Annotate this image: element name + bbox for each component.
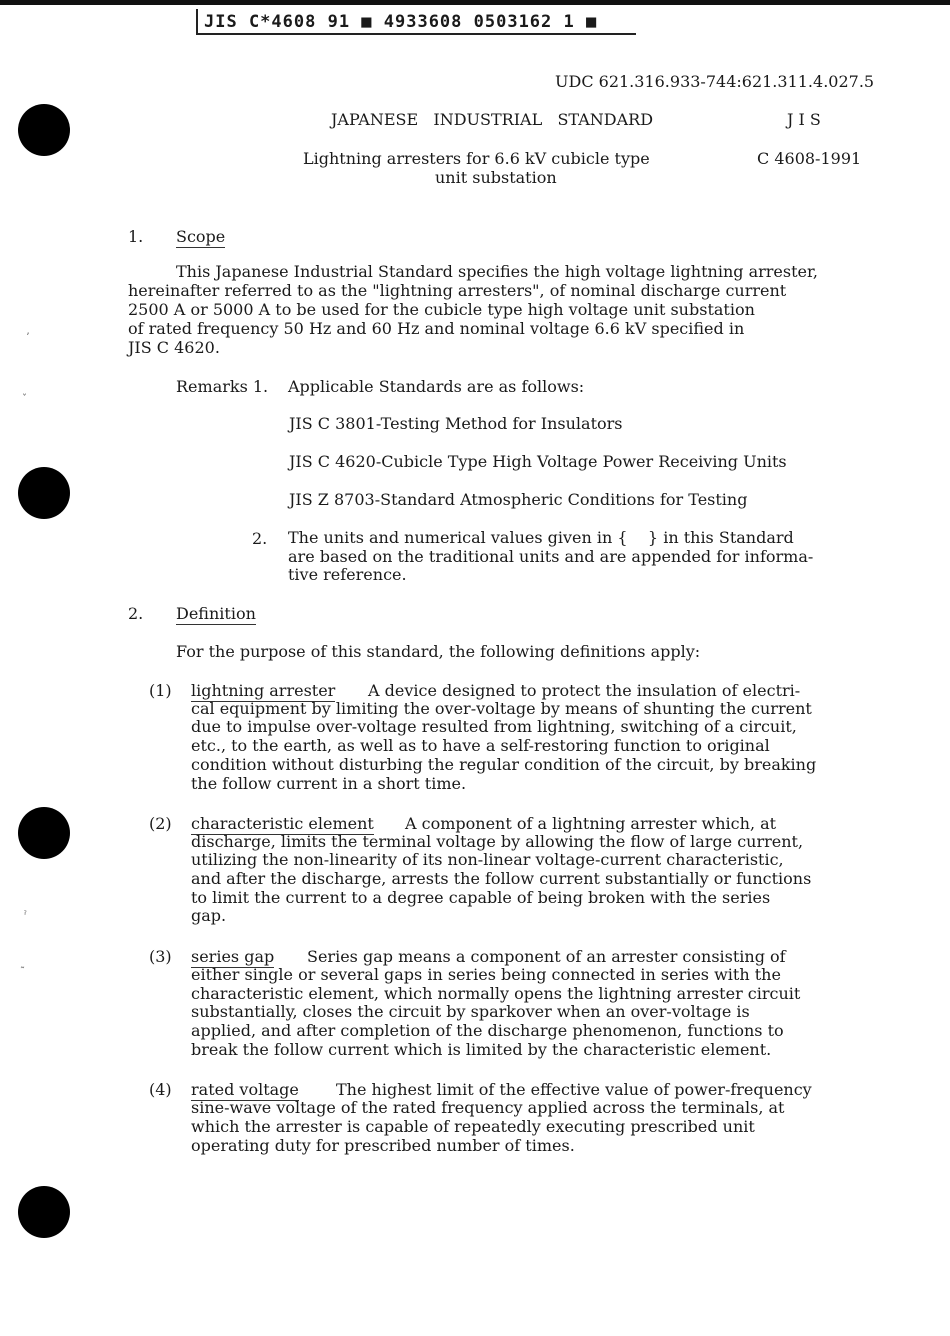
definition-3-number: (3)	[149, 947, 172, 966]
definition-3-first-line: Series gap means a component of an arrester consisting of	[307, 947, 786, 966]
remark-1-text: Applicable Standards are as follows:	[288, 377, 585, 396]
standard-ref-2: JIS C 4620-Cubicle Type High Voltage Power Receiving Units	[289, 452, 787, 471]
definition-1-term: lightning arrester	[191, 681, 336, 700]
punch-hole-4	[18, 1186, 70, 1238]
definition-2-line-3: utilizing the non-linearity of its non-linear voltage-current characteristic,	[191, 850, 784, 869]
definition-2-line-4: and after the discharge, arrests the follow current substantially or functions	[191, 869, 812, 888]
punch-hole-3	[18, 807, 70, 859]
punch-hole-1	[18, 104, 70, 156]
section-1-number: 1.	[128, 227, 144, 246]
punch-hole-2	[18, 467, 70, 519]
remark-2-number: 2.	[252, 529, 268, 548]
scan-speck: ˇ	[22, 394, 27, 405]
scope-line-3: 2500 A or 5000 A to be used for the cubicle type high voltage unit substation	[128, 300, 755, 319]
definition-2-first-line: A component of a lightning arrester which, at	[405, 814, 777, 833]
definition-1-number: (1)	[149, 681, 172, 700]
remark-2-line-2: are based on the traditional units and are appended for informa-	[288, 547, 814, 566]
definition-4-line-2: sine-wave voltage of the rated frequency applied across the terminals, at	[191, 1098, 785, 1117]
definition-4-line-3: which the arrester is capable of repeatedly executing prescribed unit	[191, 1117, 755, 1136]
definition-3-line-6: break the follow current which is limited by the characteristic element.	[191, 1040, 772, 1059]
scope-line-4: of rated frequency 50 Hz and 60 Hz and nominal voltage 6.6 kV specified in	[128, 319, 745, 338]
definition-1-first-line: A device designed to protect the insulation of electri-	[368, 681, 801, 700]
section-1-heading: Scope	[176, 227, 226, 246]
definition-2-term: characteristic element	[191, 814, 374, 833]
definition-4-term: rated voltage	[191, 1080, 299, 1099]
scope-line-2: hereinafter referred to as the "lightning arresters", of nominal discharge current	[128, 281, 787, 300]
title-line-1: Lightning arresters for 6.6 kV cubicle type	[303, 149, 650, 168]
remark-2-line-3: tive reference.	[288, 565, 407, 584]
jis-mark: J I S	[787, 110, 821, 129]
remark-2-line-1: The units and numerical values given in { } in this Standard	[288, 528, 794, 547]
definition-intro: For the purpose of this standard, the following definitions apply:	[176, 642, 701, 661]
definition-1-line-4: etc., to the earth, as well as to have a self-restoring function to original	[191, 736, 770, 755]
scan-speck: ˀ	[24, 910, 27, 921]
definition-2-line-2: discharge, limits the terminal voltage by allowing the flow of large current,	[191, 832, 804, 851]
definition-4-first-line: The highest limit of the effective value of power-frequency	[336, 1080, 812, 1099]
definition-1-line-2: cal equipment by limiting the over-voltage by means of shunting the current	[191, 699, 812, 718]
scan-speck: ˷	[20, 958, 25, 969]
title-line-2: unit substation	[435, 168, 557, 187]
definition-3-term: series gap	[191, 947, 275, 966]
definition-1-line-3: due to impulse over-voltage resulted from lightning, switching of a circuit,	[191, 717, 797, 736]
section-2-heading: Definition	[176, 604, 256, 623]
standard-name: JAPANESE INDUSTRIAL STANDARD	[331, 110, 654, 129]
scan-speck: ʼ	[26, 332, 30, 343]
standard-ref-1: JIS C 3801-Testing Method for Insulators	[289, 414, 623, 433]
definition-2-line-5: to limit the current to a degree capable of being broken with the series	[191, 888, 771, 907]
standard-code: C 4608-1991	[757, 149, 862, 168]
remarks-label: Remarks 1.	[176, 377, 269, 396]
definition-2-line-6: gap.	[191, 906, 227, 925]
definition-3-line-3: characteristic element, which normally opens the lightning arrester circuit	[191, 984, 801, 1003]
document-id-stamp: JIS C*4608 91 ■ 4933608 0503162 1 ■	[196, 9, 636, 35]
section-2-number: 2.	[128, 604, 144, 623]
definition-3-line-5: applied, and after completion of the discharge phenomenon, functions to	[191, 1021, 784, 1040]
definition-1-line-6: the follow current in a short time.	[191, 774, 467, 793]
udc-number: UDC 621.316.933-744:621.311.4.027.5	[555, 72, 875, 91]
scope-line-1: This Japanese Industrial Standard specifies the high voltage lightning arrester,	[176, 262, 818, 281]
top-scan-edge	[0, 0, 950, 5]
standard-ref-3: JIS Z 8703-Standard Atmospheric Conditions for Testing	[289, 490, 748, 509]
scope-line-5: JIS C 4620.	[128, 338, 220, 357]
definition-1-line-5: condition without disturbing the regular condition of the circuit, by breaking	[191, 755, 817, 774]
definition-4-number: (4)	[149, 1080, 172, 1099]
definition-3-line-4: substantially, closes the circuit by sparkover when an over-voltage is	[191, 1002, 750, 1021]
definition-3-line-2: either single or several gaps in series being connected in series with the	[191, 965, 781, 984]
definition-4-line-4: operating duty for prescribed number of times.	[191, 1136, 575, 1155]
definition-2-number: (2)	[149, 814, 172, 833]
